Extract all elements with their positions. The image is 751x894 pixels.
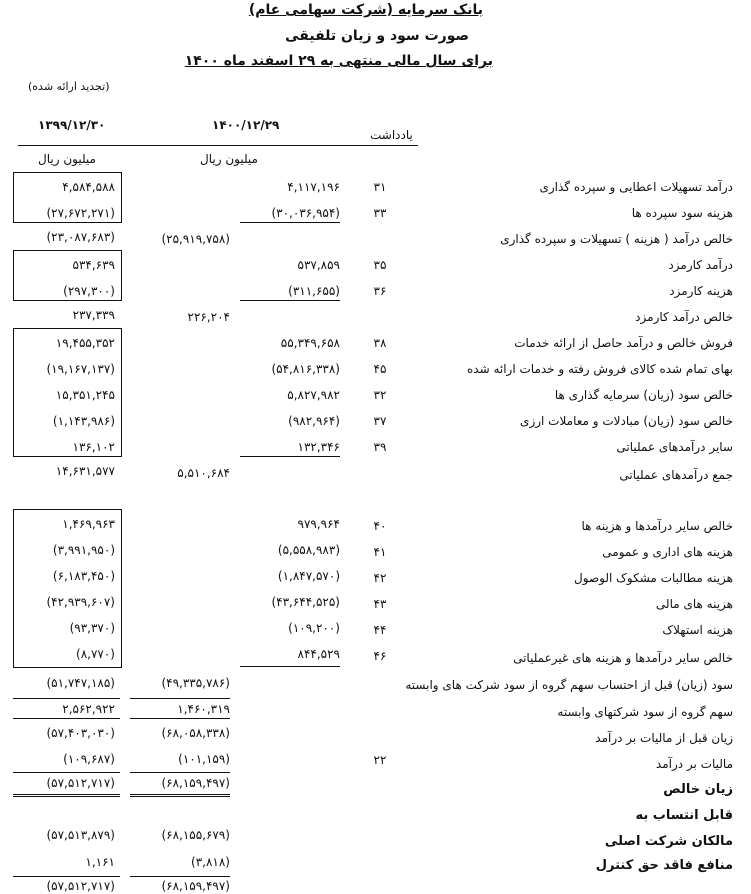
row-label: خالص سود (زیان) مبادلات و معاملات ارزی (520, 414, 733, 428)
row-label: مالیات بر درآمد (655, 757, 733, 771)
rule-net-cur (130, 794, 230, 797)
row-prior: ۱۴,۶۳۱,۵۷۷ (55, 464, 115, 478)
rule-assoc-cur (130, 718, 230, 719)
row-prior: (۹۳,۳۷۰) (69, 621, 115, 635)
row-prior: ۵۳۴,۶۳۹ (72, 258, 115, 272)
current-year-date: ۱۴۰۰/۱۲/۲۹ (212, 118, 280, 132)
row-label: منافع فاقد حق کنترل (595, 858, 733, 873)
row-current-detail: (۴۳,۶۴۴,۵۲۵) (271, 595, 340, 609)
current-unit-label: میلیون ریال (200, 152, 258, 166)
rule-assoc-prior (13, 718, 120, 719)
rule-before-assoc-cur (130, 698, 230, 699)
row-current-total: (۶۸,۱۵۵,۶۷۹) (161, 828, 230, 842)
row-note: ۴۵ (373, 362, 387, 376)
row-note: ۳۶ (373, 284, 387, 298)
row-label: سهم گروه از سود شرکتهای وابسته (557, 705, 733, 719)
statement-title: صورت سود و زیان تلفیقی (285, 28, 469, 44)
row-label: هزینه های مالی (655, 597, 733, 611)
restated-note: (تجدید ارائه شده) (28, 80, 110, 93)
row-prior: (۲۳,۰۸۷,۶۸۳) (46, 230, 115, 244)
row-current-detail: ۵,۸۲۷,۹۸۲ (287, 388, 340, 402)
row-label: جمع درآمدهای عملیاتی (619, 468, 733, 482)
row-note: ۴۳ (373, 597, 387, 611)
row-current-detail: (۵۴,۸۱۶,۳۳۸) (271, 362, 340, 376)
row-label: سایر درآمدهای عملیاتی (616, 440, 733, 454)
row-label: مالکان شرکت اصلی (604, 834, 733, 849)
row-prior: (۱,۱۴۳,۹۸۶) (52, 414, 115, 428)
rule-net-prior (13, 794, 120, 797)
row-prior: (۵۷,۵۱۲,۷۱۷) (46, 776, 115, 790)
row-label: هزینه سود سپرده ها (631, 206, 733, 220)
row-note: ۴۴ (373, 623, 387, 637)
row-note: ۳۸ (373, 336, 387, 350)
row-note: ۴۰ (373, 519, 387, 533)
rule-tax-cur (130, 772, 230, 773)
row-current-detail: ۹۷۹,۹۶۴ (297, 517, 340, 531)
rule-interest (240, 222, 340, 223)
row-prior: (۴۲,۹۳۹,۶۰۷) (46, 595, 115, 609)
rule-commission (240, 300, 340, 301)
row-note: ۴۲ (373, 571, 387, 585)
row-current-total: (۶۸,۱۵۹,۴۹۷) (161, 879, 230, 893)
row-prior: ۱۳۶,۱۰۲ (72, 440, 115, 454)
row-label: زیان قبل از مالیات بر درآمد (595, 731, 733, 745)
row-prior: (۲۹۷,۳۰۰) (63, 284, 115, 298)
row-current-detail: (۵,۵۵۸,۹۸۳) (277, 543, 340, 557)
row-label: هزینه استهلاک (662, 623, 733, 637)
row-note: ۳۳ (373, 206, 387, 220)
row-label: خالص سود (زیان) سرمایه گذاری ها (554, 388, 733, 402)
rule-other (240, 666, 340, 667)
row-prior: (۵۷,۵۱۲,۷۱۷) (46, 879, 115, 893)
row-label: درآمد کارمزد (668, 258, 733, 272)
row-current-total: (۴۹,۳۳۵,۷۸۶) (161, 676, 230, 690)
row-prior: (۵۷,۵۱۳,۸۷۹) (46, 828, 115, 842)
row-current-detail: ۵۵,۳۴۹,۶۵۸ (280, 336, 340, 350)
row-prior: (۵۱,۷۴۷,۱۸۵) (46, 676, 115, 690)
row-prior: (۱۹,۱۶۷,۱۳۷) (46, 362, 115, 376)
attributable-to-label: قابل انتساب به (635, 808, 733, 823)
row-prior: (۶,۱۸۳,۴۵۰) (52, 569, 115, 583)
row-current-detail: ۵۳۷,۸۵۹ (297, 258, 340, 272)
net-loss-label: زیان خالص (663, 782, 733, 797)
row-current-detail: (۱,۸۴۷,۵۷۰) (277, 569, 340, 583)
row-current-detail: (۳۰,۰۳۶,۹۵۴) (271, 206, 340, 220)
row-note: ۳۹ (373, 440, 387, 454)
row-current-total: (۶۸,۰۵۸,۳۳۸) (161, 726, 230, 740)
row-label: سود (زیان) قبل از احتساب سهم گروه از سود شرکت های وابسته (405, 678, 733, 692)
row-label: هزینه کارمزد (669, 284, 733, 298)
row-prior: ۱۵,۳۵۱,۲۴۵ (55, 388, 115, 402)
row-current-total: ۵,۵۱۰,۶۸۴ (177, 466, 230, 480)
header-rule (18, 145, 418, 146)
rule-operating (240, 456, 340, 457)
row-current-detail: (۹۸۲,۹۶۴) (288, 414, 340, 428)
row-prior: (۸,۷۷۰) (76, 647, 115, 661)
row-prior: (۱۰۹,۶۸۷) (63, 752, 115, 766)
row-note: ۴۶ (373, 649, 387, 663)
row-prior: ۱,۱۶۱ (85, 855, 115, 869)
row-current-total: ۱,۴۶۰,۳۱۹ (177, 702, 230, 716)
row-note: ۳۵ (373, 258, 387, 272)
prior-year-date: ۱۳۹۹/۱۲/۳۰ (38, 118, 106, 132)
row-current-total: ۲۲۶,۲۰۴ (187, 310, 230, 324)
row-prior: (۲۷,۶۷۲,۲۷۱) (46, 206, 115, 220)
company-name: بانک سرمایه (شرکت سهامی عام) (248, 2, 483, 18)
prior-box-other (13, 509, 122, 668)
period-title: برای سال مالی منتهی به ۲۹ اسفند ماه ۱۴۰۰ (184, 53, 493, 69)
row-label: خالص درآمد کارمزد (635, 310, 733, 324)
row-current-detail: ۱۳۲,۳۴۶ (297, 440, 340, 454)
row-current-detail: (۳۱۱,۶۵۵) (288, 284, 340, 298)
note-column-header: یادداشت (370, 128, 413, 142)
row-label: خالص درآمد ( هزینه ) تسهیلات و سپرده گذاری (500, 232, 733, 246)
row-prior: (۳,۹۹۱,۹۵۰) (52, 543, 115, 557)
row-label: فروش خالص و درآمد حاصل از ارائه خدمات (514, 336, 733, 350)
rule-tax-prior (13, 772, 120, 773)
row-prior: ۱,۴۶۹,۹۶۳ (62, 517, 115, 531)
rule-final-top-cur (130, 876, 230, 877)
row-note: ۳۲ (373, 388, 387, 402)
row-prior: ۲,۵۶۲,۹۲۲ (62, 702, 115, 716)
row-prior: ۱۹,۴۵۵,۳۵۲ (55, 336, 115, 350)
row-label: هزینه های اداری و عمومی (602, 545, 733, 559)
prior-unit-label: میلیون ریال (38, 152, 96, 166)
rule-final-top-prior (13, 876, 120, 877)
row-current-total: (۱۰۱,۱۵۹) (178, 752, 230, 766)
row-prior: ۴,۵۸۴,۵۸۸ (62, 180, 115, 194)
row-label: خالص سایر درآمدها و هزینه ها (581, 519, 733, 533)
row-current-detail: (۱۰۹,۲۰۰) (288, 621, 340, 635)
row-note: ۳۷ (373, 414, 387, 428)
row-note: ۴۱ (373, 545, 387, 559)
row-current-total: (۶۸,۱۵۹,۴۹۷) (161, 776, 230, 790)
row-note: ۲۲ (373, 753, 387, 767)
row-current-total: (۳,۸۱۸) (191, 855, 230, 869)
row-current-detail: ۴,۱۱۷,۱۹۶ (287, 180, 340, 194)
row-current-detail: ۸۴۴,۵۲۹ (297, 647, 340, 661)
rule-before-assoc-prior (13, 698, 120, 699)
row-prior: (۵۷,۴۰۳,۰۳۰) (46, 726, 115, 740)
row-label: بهای تمام شده کالای فروش رفته و خدمات ارائه شده (466, 362, 733, 376)
row-note: ۳۱ (373, 180, 387, 194)
row-label: خالص سایر درآمدها و هزینه های غیرعملیاتی (513, 651, 733, 665)
row-label: درآمد تسهیلات اعطایی و سپرده گذاری (539, 180, 733, 194)
row-label: هزینه مطالبات مشکوک الوصول (574, 571, 733, 585)
row-current-total: (۲۵,۹۱۹,۷۵۸) (161, 232, 230, 246)
row-prior: ۲۳۷,۳۳۹ (72, 308, 115, 322)
